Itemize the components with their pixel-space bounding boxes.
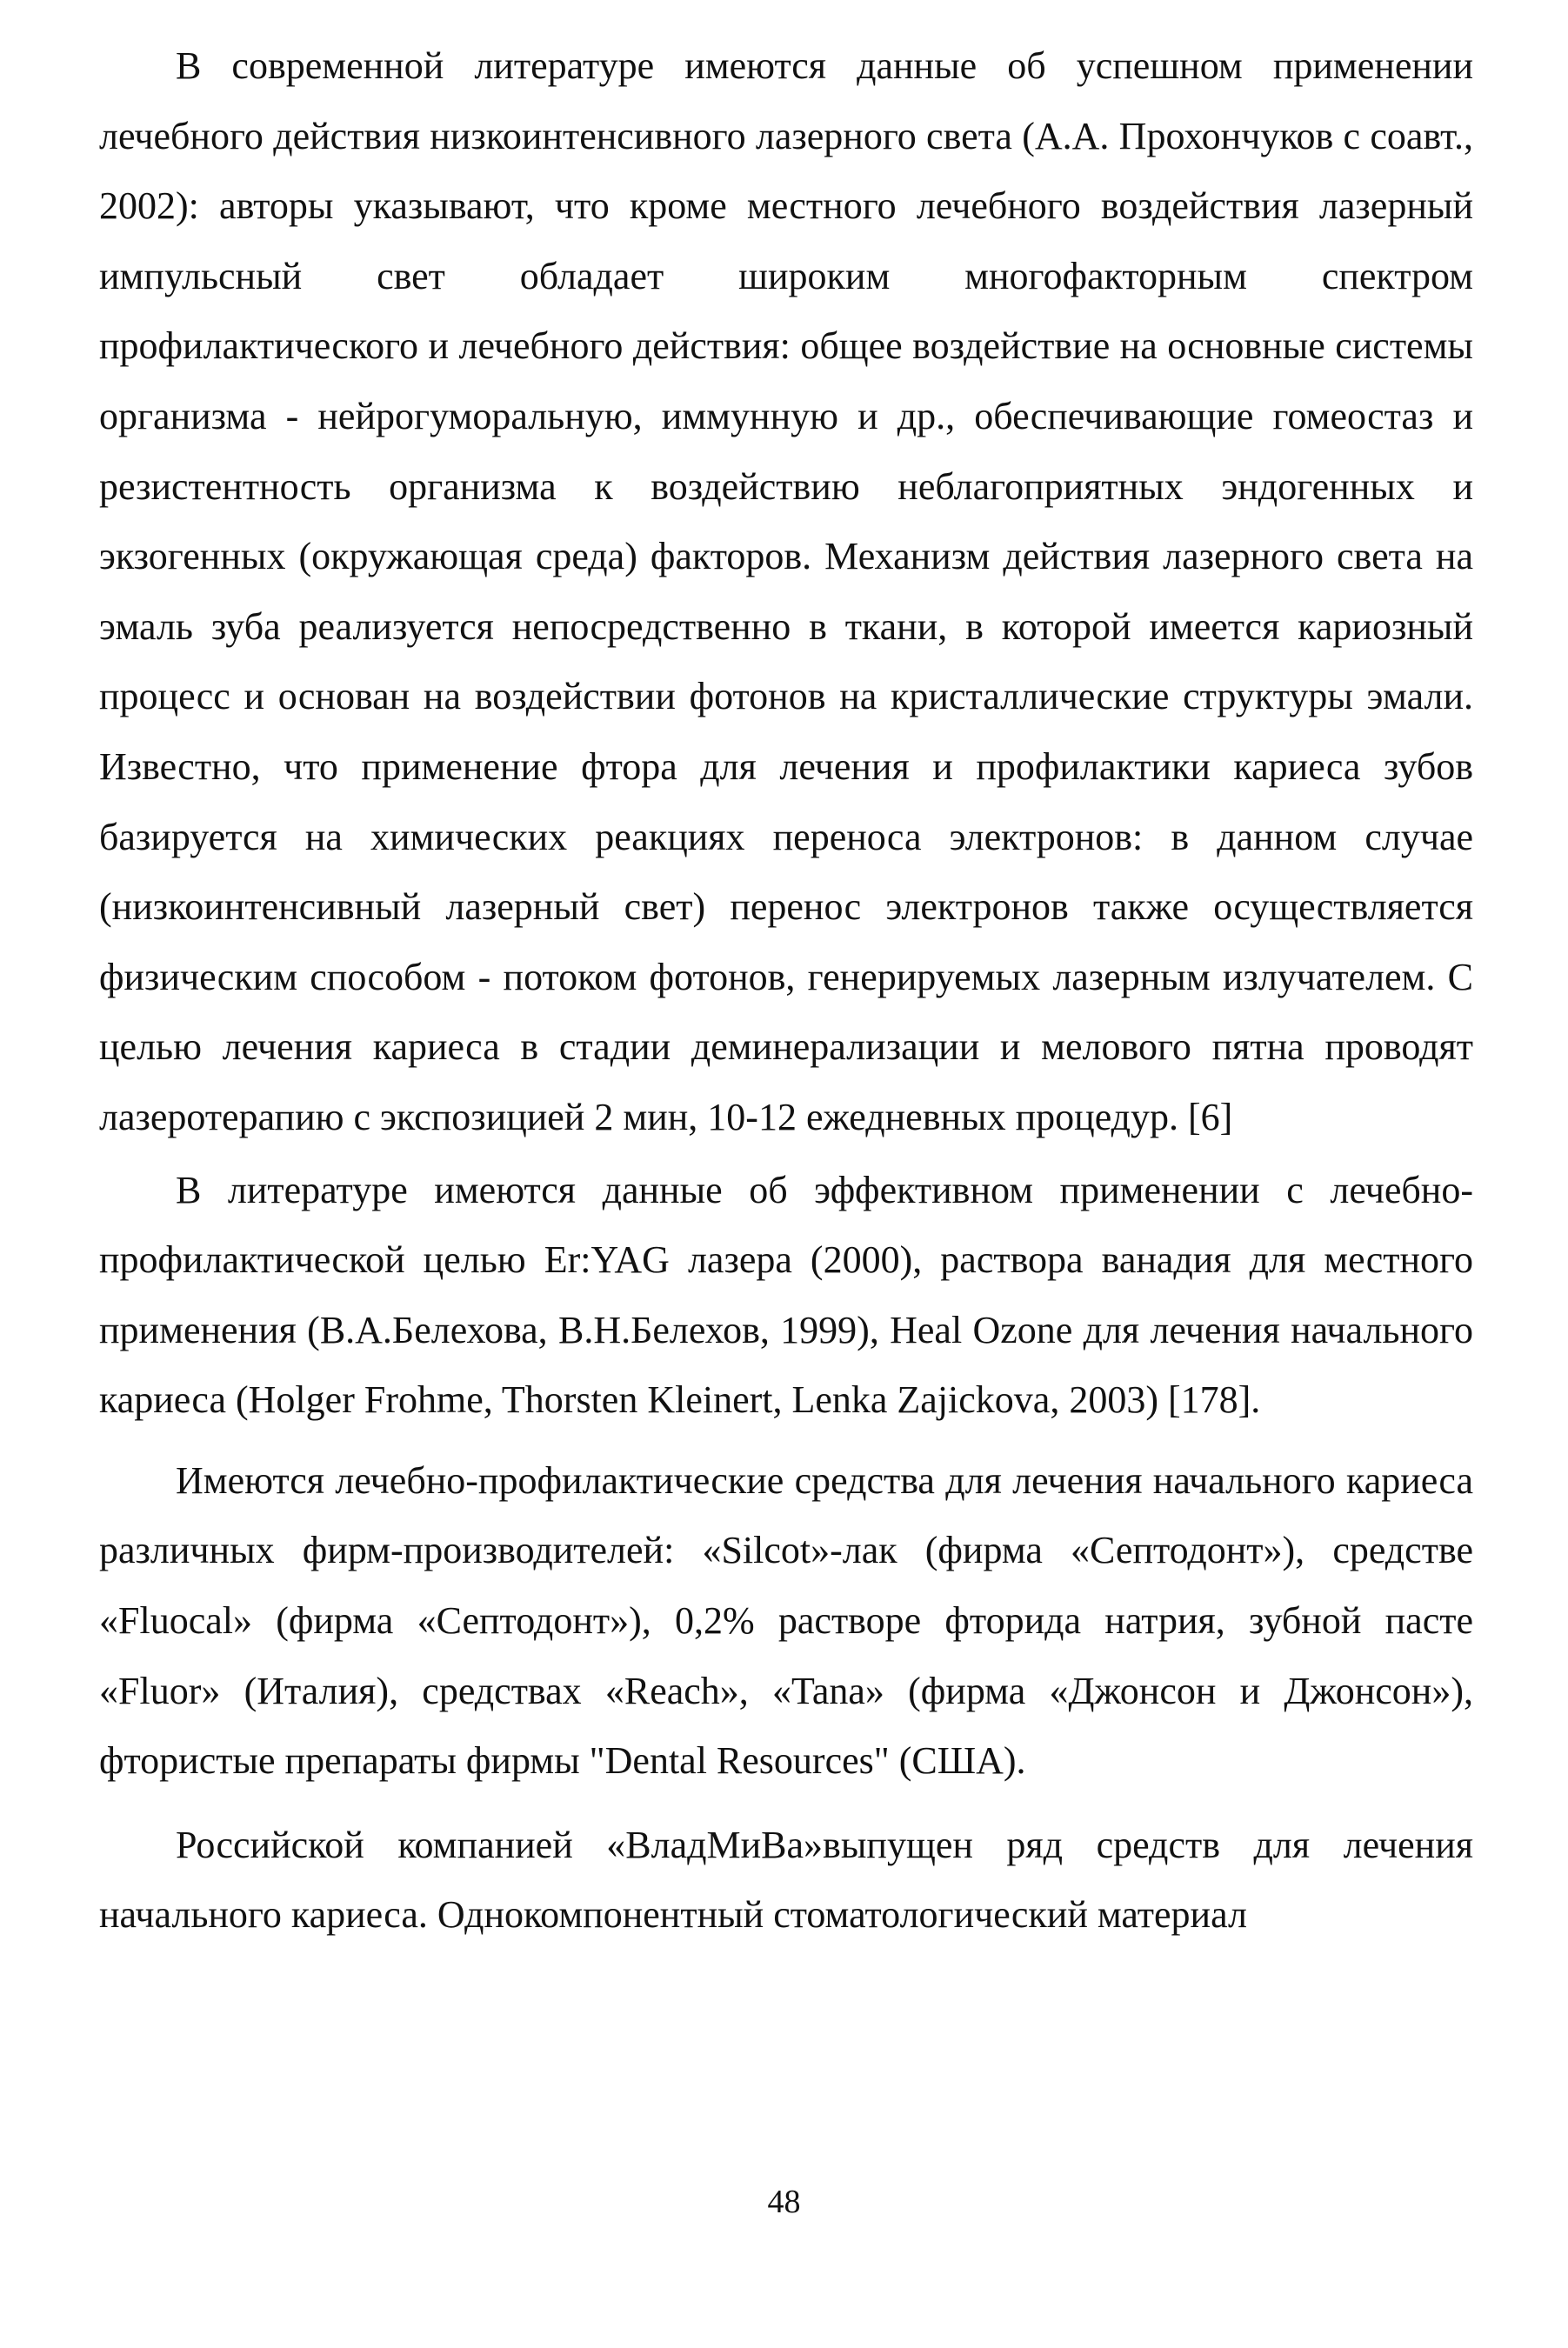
paragraph-preventive-agents: Имеются лечебно-профилактические средства для лечения начального кариеса различных фирм-производителей: «Silcot»-лак (фирма «Септодонт»), средстве «Fluocal» (фирма «Септодонт»), 0,2% растворе фторида натрия, зубной пасте «Fluor» (Италия), средствах «Reach», «Tana» (фирма «Джонсон и Джонсон»), фтористые препараты фирмы "Dental Resources" (США).	[99, 1458, 1473, 1783]
paragraph-literature-data: В литературе имеются данные об эффективном применении с лечебно-профилактической целью Er:YAG лазера (2000), раствора ванадия для местного применения (В.А.Белехова, В.Н.Белехов, 1999), Heal Ozone для лечения начального кариеса (Holger Frohme, Thorsten Kleinert, Lenka Zajickova, 2003) [178].	[99, 1168, 1473, 1422]
paragraph-laser-therapy: В современной литературе имеются данные об успешном применении лечебного действия низкоинтенсивного лазерного света (А.А. Прохончуков с соавт., 2002): авторы указывают, что кроме местного лечебного воздействия лазерный импульсный свет обладает широким многофакторным спектром профилактического и лечебного действия: общее воздействие на основные системы организма - нейрогуморальную, иммунную и др., обеспечивающие гомеостаз и резистентность организма к воздействию неблагоприятных эндогенных и экзогенных (окружающая среда) факторов. Механизм действия лазерного света на эмаль зуба реализуется непосредственно в ткани, в которой имеется кариозный процесс и основан на воздействии фотонов на кристаллические структуры эмали. Известно, что применение фтора для лечения и профилактики кариеса зубов базируется на химических реакциях переноса электронов: в данном случае (низкоинтенсивный лазерный свет) перенос электронов также осуществляется физическим способом - потоком фотонов, генерируемых лазерным излучателем. С целью лечения кариеса в стадии деминерализации и мелового пятна проводят лазеротерапию с экспозицией 2 мин, 10-12 ежедневных процедур. [6]	[99, 44, 1473, 1138]
page-number: 48	[767, 2184, 801, 2220]
paragraph-vladmiva: Российской компанией «ВладМиВа»выпущен ряд средств для лечения начального кариеса. Однокомпонентный стоматологический материал	[99, 1823, 1473, 1937]
document-page	[99, 31, 1473, 1951]
